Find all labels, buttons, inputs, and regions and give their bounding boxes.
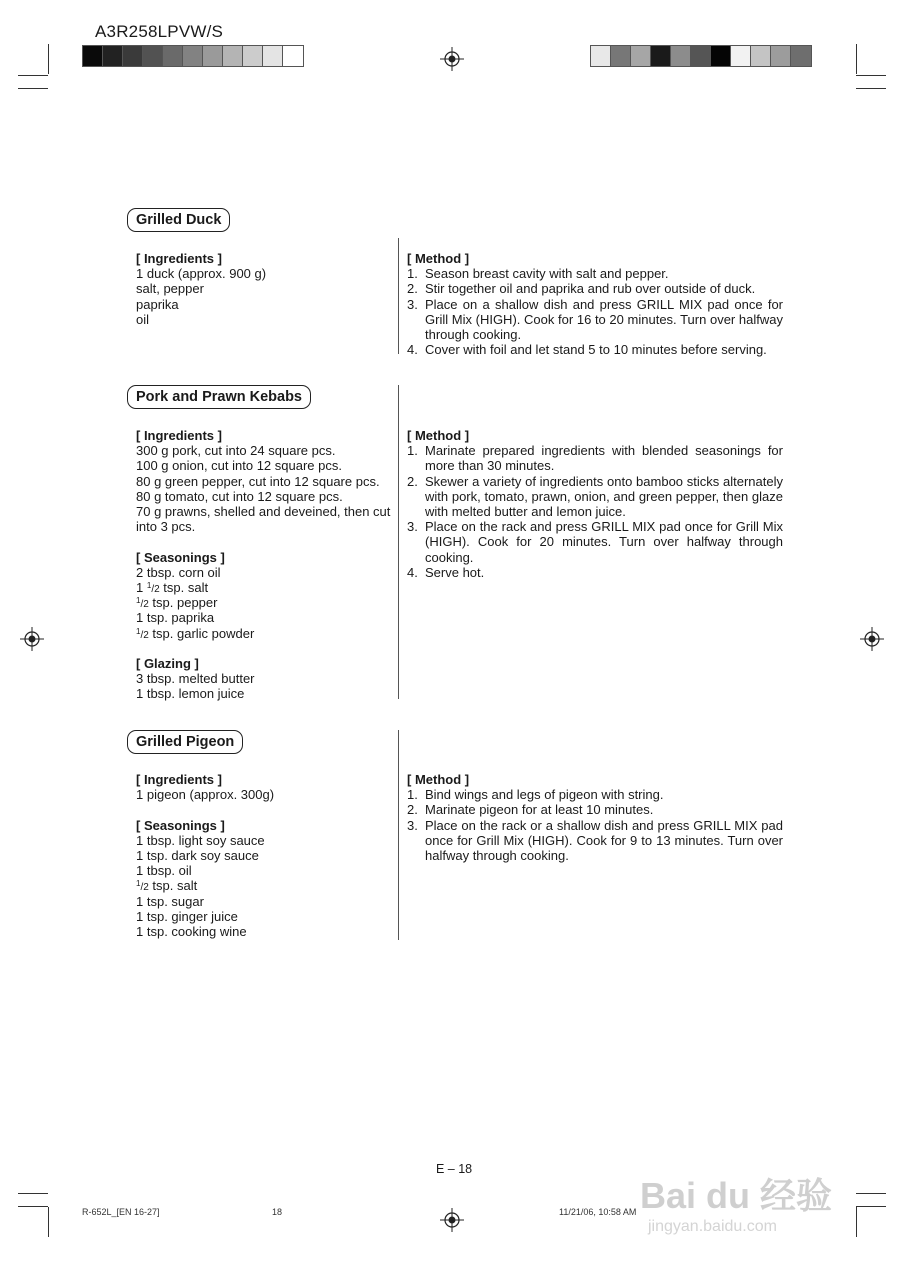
seasoning-line: 1 tbsp. light soy sauce [136,832,265,848]
ingredients-heading: [ Ingredients ] [136,428,222,443]
ingredients-column [136,251,391,327]
seasoning-line: 1/2 tsp. salt [136,878,198,894]
swatch [83,46,103,66]
step-number: 2. [407,802,418,818]
seasoning-line: 1 tsp. sugar [136,893,204,909]
swatch [243,46,263,66]
method-step [407,474,783,520]
page-number: E – 18 [436,1162,473,1176]
ingredient-line: 1 pigeon (approx. 300g) [136,787,275,803]
method-step [407,281,783,296]
swatch [283,46,303,66]
swatch [791,46,811,66]
ingredients-column [136,428,396,702]
step-number: 1. [407,443,418,459]
ingredient-line: 70 g prawns, shelled and deveined, then cut into 3 pcs. [136,504,391,535]
ingredient-line: 80 g tomato, cut into 12 square pcs. [136,488,343,504]
swatch [123,46,143,66]
step-text: Place on the rack or a shallow dish and press GRILL MIX pad once for Grill Mix (HIGH). Cook for 9 to 13 minutes. Turn over halfway through cooking. [425,817,783,864]
step-number: 1. [407,787,418,803]
ingredient-line: 100 g onion, cut into 12 square pcs. [136,458,342,474]
seasoning-line: 1 tsp. cooking wine [136,924,247,940]
method-column [407,251,783,357]
step-number: 2. [407,281,418,297]
swatch [671,46,691,66]
ingredient-line: paprika [136,296,179,312]
swatch [631,46,651,66]
footer-file-name: R-652L_[EN 16-27] [82,1207,160,1217]
swatch [183,46,203,66]
step-number: 1. [407,266,418,282]
crop-mark [18,1193,48,1194]
swatch [651,46,671,66]
column-divider [398,730,399,940]
swatch [203,46,223,66]
swatch [591,46,611,66]
color-bar-left [82,45,304,67]
ingredient-line: 80 g green pepper, cut into 12 square pcs. [136,473,380,489]
method-step [407,565,783,580]
swatch [751,46,771,66]
crop-mark [856,1207,857,1237]
crop-mark [856,1193,886,1194]
swatch [771,46,791,66]
crop-mark [48,44,49,74]
step-text: Stir together oil and paprika and rub over outside of duck. [425,281,756,297]
registration-mark-icon [860,627,884,651]
ingredients-heading: [ Ingredients ] [136,772,222,787]
seasoning-line: 1/2 tsp. pepper [136,595,218,611]
registration-mark-icon [20,627,44,651]
swatch [711,46,731,66]
method-column [407,772,783,863]
method-heading: [ Method ] [407,772,470,787]
watermark-logo: Bai du 经验 [640,1175,833,1216]
step-number: 4. [407,564,418,580]
step-number: 3. [407,296,418,312]
glazing-heading: [ Glazing ] [136,656,199,672]
method-heading: [ Method ] [407,428,470,443]
method-step [407,818,783,864]
method-column [407,428,783,580]
swatch [103,46,123,66]
step-text: Place on a shallow dish and press GRILL MIX pad once for Grill Mix (HIGH). Cook for 16 to 20 minutes. Turn over halfway through cooking. [425,296,783,343]
swatch [691,46,711,66]
crop-mark [18,1206,48,1207]
swatch [731,46,751,66]
seasoning-line: 1 tbsp. oil [136,863,192,879]
step-text: Cover with foil and let stand 5 to 10 minutes before serving. [425,342,767,358]
seasoning-line: 1 tsp. ginger juice [136,908,238,924]
swatch [143,46,163,66]
method-step [407,802,783,817]
recipe-title: Grilled Pigeon [127,730,243,754]
step-number: 2. [407,473,418,489]
seasoning-line: 2 tbsp. corn oil [136,564,221,580]
seasoning-line: 1 tsp. dark soy sauce [136,848,259,863]
seasonings-heading: [ Seasonings ] [136,817,225,833]
crop-mark [856,75,886,76]
step-number: 3. [407,519,418,535]
watermark-url: jingyan.baidu.com [648,1218,777,1235]
footer-sheet-number: 18 [272,1207,283,1217]
column-divider [398,238,399,354]
step-text: Season breast cavity with salt and pepper. [425,266,669,282]
step-text: Place on the rack and press GRILL MIX pad once for Grill Mix (HIGH). Cook for 20 minutes. Turn over halfway through cooking. [425,519,783,565]
step-text: Serve hot. [425,564,485,580]
method-heading: [ Method ] [407,251,470,266]
seasoning-line: 1/2 tsp. garlic powder [136,625,255,641]
method-step [407,443,783,473]
method-step [407,266,783,281]
crop-mark [856,44,857,74]
method-step [407,342,783,357]
model-code: A3R258LPVW/S [95,22,224,41]
crop-mark [856,88,886,89]
recipe-title: Grilled Duck [127,208,230,232]
swatch [263,46,283,66]
seasonings-heading: [ Seasonings ] [136,549,225,565]
crop-mark [856,1206,886,1207]
ingredients-heading: [ Ingredients ] [136,251,222,266]
ingredient-line: 300 g pork, cut into 24 square pcs. [136,443,336,459]
step-number: 3. [407,817,418,833]
swatch [163,46,183,66]
step-text: Bind wings and legs of pigeon with string. [425,787,664,803]
step-number: 4. [407,342,418,358]
registration-mark-icon [440,1208,464,1232]
step-text: Skewer a variety of ingredients onto bamboo sticks alternately with pork, tomato, prawn, onion, and green pepper, then glaze with melted butter and lemon juice. [425,473,783,520]
crop-mark [18,88,48,89]
glazing-line: 1 tbsp. lemon juice [136,686,245,702]
ingredient-line: salt, pepper [136,281,204,297]
color-bar-right [590,45,812,67]
method-step [407,787,783,802]
step-text: Marinate prepared ingredients with blended seasonings for more than 30 minutes. [425,443,783,474]
ingredients-column [136,772,391,939]
recipe-title: Pork and Prawn Kebabs [127,385,311,409]
crop-mark [18,75,48,76]
swatch [611,46,631,66]
glazing-line: 3 tbsp. melted butter [136,671,255,687]
footer-timestamp: 11/21/06, 10:58 AM [559,1207,637,1217]
method-step [407,297,783,343]
method-step [407,519,783,565]
ingredient-line: 1 duck (approx. 900 g) [136,266,267,282]
registration-mark-icon [440,47,464,71]
swatch [223,46,243,66]
crop-mark [48,1207,49,1237]
seasoning-line: 1 tsp. paprika [136,610,215,626]
ingredient-line: oil [136,311,150,327]
step-text: Marinate pigeon for at least 10 minutes. [425,802,654,818]
column-divider [398,385,399,699]
seasoning-line: 1 1/2 tsp. salt [136,580,209,596]
